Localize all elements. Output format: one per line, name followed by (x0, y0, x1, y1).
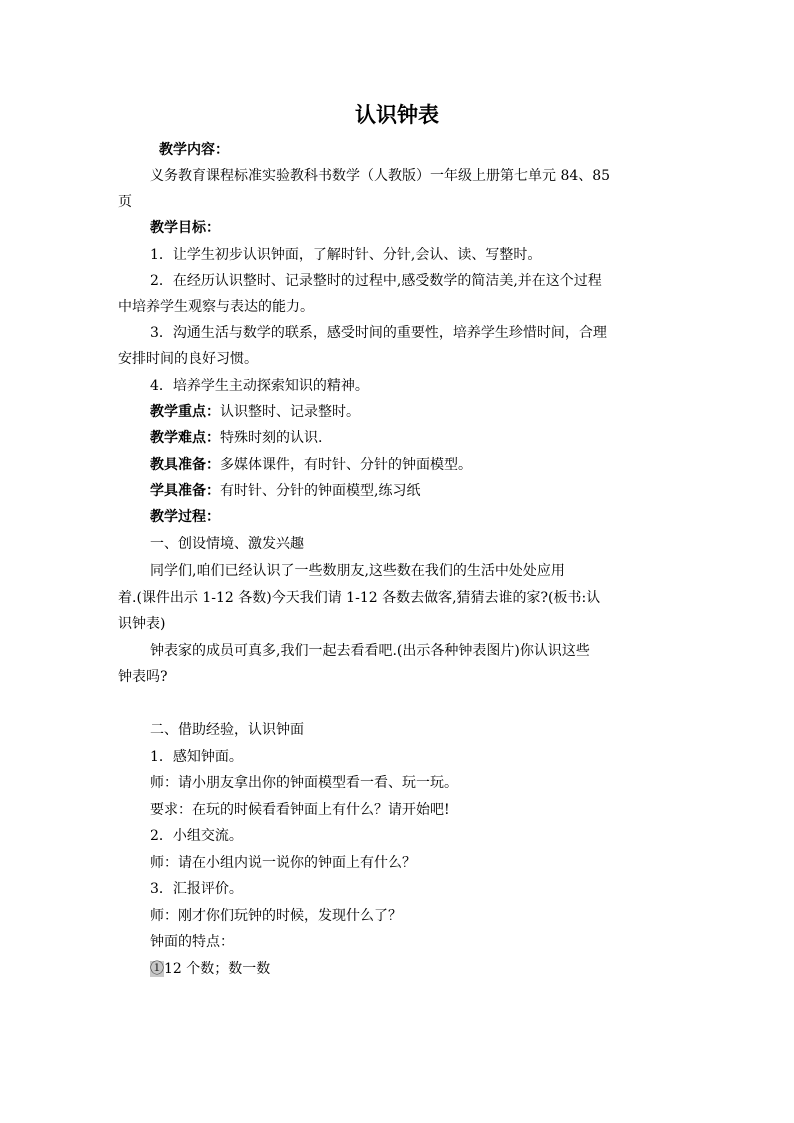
section-2-title: 二、借助经验，认识钟面 (150, 722, 304, 738)
key-points (150, 402, 360, 422)
section-1-para-1-line-2: 着.(课件出示 1-12 各数)今天我们请 1-12 各数去做客,猜猜去谁的家?(板书:认 (118, 590, 601, 606)
teacher-preparation-text: 多媒体课件，有时针、分针的钟面模型。 (220, 457, 472, 473)
clock-face-feature-1 (150, 959, 270, 979)
goal-4: 4．培养学生主动探索知识的精神。 (150, 378, 369, 394)
student-preparation-label: 学具准备： (150, 483, 220, 499)
section-2-step-1-teacher: 师：请小朋友拿出你的钟面模型看一看、玩一玩。 (150, 775, 458, 791)
section-1-para-1-line-1: 同学们,咱们已经认识了一些数朋友,这些数在我们的生活中处处应用 (150, 563, 565, 579)
heading-teaching-process: 教学过程： (150, 509, 220, 525)
heading-teaching-content: 教学内容： (159, 142, 229, 158)
difficult-points-label: 教学难点： (150, 430, 220, 446)
goal-3-line-1: 3．沟通生活与数学的联系，感受时间的重要性，培养学生珍惜时间，合理 (150, 325, 607, 341)
goal-2-line-1: 2．在经历认识整时、记录整时的过程中,感受数学的简洁美,并在这个过程 (150, 273, 602, 289)
feature-1-marker: ① (150, 961, 164, 977)
section-1-para-1-line-3: 识钟表) (118, 616, 166, 632)
difficult-points-text: 特殊时刻的认识. (220, 430, 323, 446)
section-1-para-2-line-1: 钟表家的成员可真多,我们一起去看看吧.(出示各种钟表图片)你认识这些 (150, 643, 590, 659)
section-2-step-1-requirement: 要求：在玩的时候看看钟面上有什么？请开始吧! (150, 802, 450, 818)
key-points-label: 教学重点： (150, 404, 220, 420)
student-preparation (150, 481, 420, 501)
key-points-text: 认识整时、记录整时。 (220, 404, 360, 420)
goal-3-line-2: 安排时间的良好习惯。 (118, 351, 258, 367)
difficult-points (150, 428, 322, 448)
student-preparation-text: 有时针、分针的钟面模型,练习纸 (220, 483, 421, 499)
feature-1-text: 12 个数；数一数 (164, 961, 271, 977)
teacher-preparation (150, 455, 472, 475)
content-line-1: 义务教育课程标准实验教科书数学（人教版）一年级上册第七单元 84、85 (150, 168, 611, 184)
section-2-step-1: 1．感知钟面。 (150, 749, 243, 765)
section-1-para-2-line-2: 钟表吗? (118, 669, 168, 685)
heading-teaching-goals: 教学目标： (150, 220, 220, 236)
content-line-2: 页 (118, 194, 132, 210)
section-1-title: 一、创设情境、激发兴趣 (150, 536, 304, 552)
section-2-step-2: 2．小组交流。 (150, 828, 243, 844)
section-2-step-3: 3．汇报评价。 (150, 881, 243, 897)
document-title: 认识钟表 (355, 103, 439, 127)
goal-2-line-2: 中培养学生观察与表达的能力。 (118, 299, 314, 315)
section-2-step-3-teacher: 师：刚才你们玩钟的时候，发现什么了？ (150, 908, 402, 924)
teacher-preparation-label: 教具准备： (150, 457, 220, 473)
section-2-step-2-teacher: 师：请在小组内说一说你的钟面上有什么？ (150, 855, 416, 871)
goal-1: 1．让学生初步认识钟面，了解时针、分针,会认、读、写整时。 (150, 247, 542, 263)
clock-face-features-heading: 钟面的特点： (150, 934, 234, 950)
